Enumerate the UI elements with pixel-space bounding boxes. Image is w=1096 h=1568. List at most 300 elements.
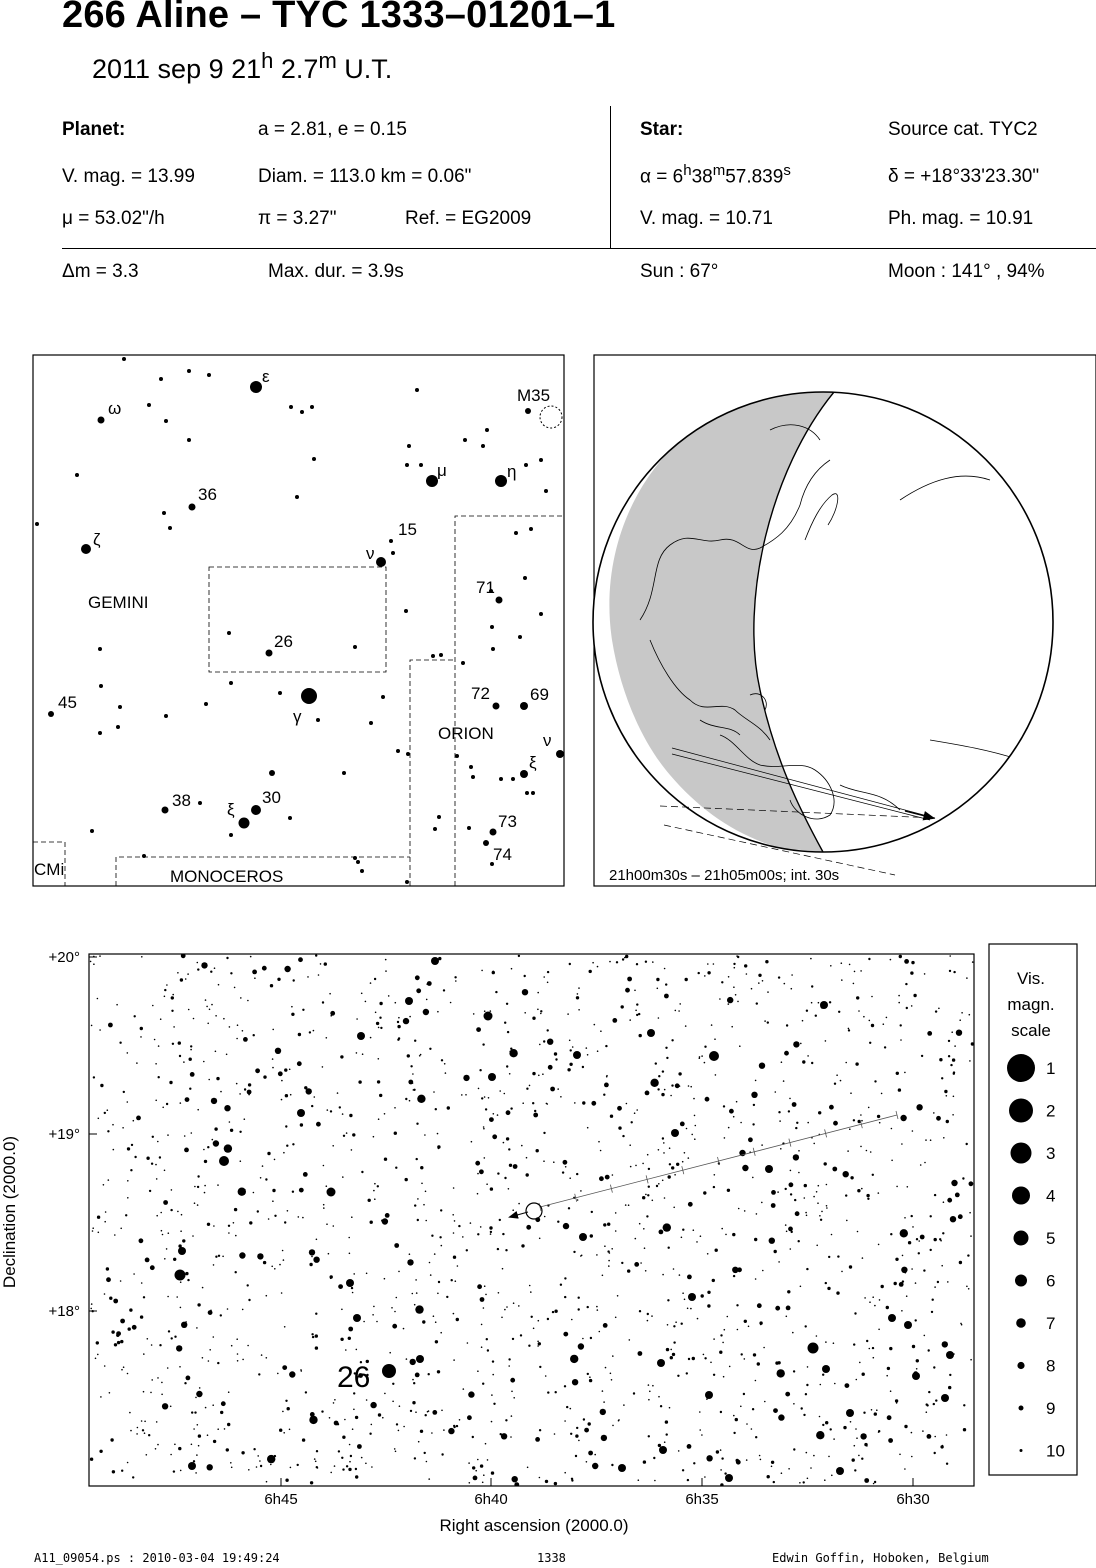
field-star bbox=[173, 1470, 175, 1472]
field-star bbox=[318, 974, 320, 976]
field-star bbox=[543, 976, 545, 978]
planet-parallax: π = 3.27" bbox=[258, 208, 337, 229]
y-axis-label: Declination (2000.0) bbox=[0, 1135, 19, 1289]
field-star bbox=[389, 1352, 391, 1354]
field-star bbox=[141, 956, 143, 958]
label-gamma: γ bbox=[293, 707, 302, 726]
field-star bbox=[666, 995, 668, 997]
field-star bbox=[866, 1150, 868, 1152]
field-star bbox=[339, 1106, 341, 1108]
finder-star bbox=[90, 829, 94, 833]
field-star bbox=[365, 1001, 367, 1003]
field-star bbox=[243, 1037, 248, 1042]
field-star bbox=[91, 1025, 93, 1027]
field-star bbox=[635, 1165, 637, 1167]
finder-star bbox=[164, 714, 168, 718]
field-star bbox=[284, 1068, 287, 1071]
field-star bbox=[417, 1198, 419, 1200]
field-star bbox=[489, 1226, 492, 1229]
field-star bbox=[298, 1033, 301, 1036]
field-star bbox=[127, 1373, 129, 1375]
field-star bbox=[211, 1098, 217, 1104]
field-star bbox=[259, 1460, 261, 1462]
field-star bbox=[167, 1134, 169, 1136]
field-star bbox=[901, 1143, 903, 1145]
field-star bbox=[511, 1391, 513, 1393]
field-star bbox=[475, 1470, 477, 1472]
field-star bbox=[969, 1181, 974, 1186]
field-star bbox=[202, 1357, 204, 1359]
field-star bbox=[279, 1429, 282, 1432]
field-star bbox=[934, 1286, 936, 1288]
field-star bbox=[123, 1366, 125, 1368]
field-star bbox=[850, 1092, 852, 1094]
field-star bbox=[506, 1065, 508, 1067]
field-star bbox=[429, 1048, 431, 1050]
field-star bbox=[448, 1428, 454, 1434]
field-star bbox=[587, 1054, 589, 1056]
field-star bbox=[866, 1194, 869, 1197]
field-star bbox=[358, 1080, 361, 1083]
field-star bbox=[818, 1185, 820, 1187]
field-star bbox=[274, 1455, 276, 1457]
label-cmi: CMi bbox=[34, 860, 65, 879]
field-star bbox=[444, 1063, 446, 1065]
field-star bbox=[680, 1122, 685, 1127]
field-star bbox=[878, 1431, 880, 1433]
bright-star bbox=[431, 957, 439, 965]
field-star bbox=[798, 1150, 800, 1152]
field-star bbox=[604, 1083, 609, 1088]
field-star bbox=[635, 1238, 637, 1240]
finder-star bbox=[116, 725, 120, 729]
field-star bbox=[166, 984, 168, 986]
field-star bbox=[843, 1426, 846, 1429]
field-star bbox=[663, 1152, 665, 1154]
field-star bbox=[417, 1219, 419, 1221]
field-star bbox=[796, 1122, 798, 1124]
field-star bbox=[807, 1366, 809, 1368]
field-star bbox=[675, 1010, 677, 1012]
field-star bbox=[757, 1362, 760, 1365]
field-star bbox=[650, 1079, 658, 1087]
finder-star bbox=[278, 691, 282, 695]
field-star bbox=[904, 1217, 906, 1219]
field-star bbox=[634, 990, 636, 992]
field-star bbox=[723, 1376, 725, 1378]
field-star bbox=[560, 1096, 562, 1098]
label-73: 73 bbox=[498, 812, 517, 831]
field-star bbox=[528, 1345, 530, 1347]
field-star bbox=[744, 1210, 746, 1212]
field-star bbox=[351, 1287, 353, 1289]
field-star bbox=[669, 1163, 671, 1165]
field-star bbox=[479, 1169, 484, 1174]
field-star bbox=[380, 1027, 382, 1029]
field-star bbox=[879, 1122, 881, 1124]
field-star bbox=[357, 1444, 362, 1449]
field-star bbox=[870, 1151, 872, 1153]
field-star bbox=[821, 1211, 823, 1213]
field-star bbox=[98, 1118, 100, 1120]
field-star bbox=[952, 1114, 954, 1116]
field-star bbox=[545, 1480, 548, 1483]
field-star bbox=[253, 1192, 255, 1194]
field-star bbox=[212, 1404, 214, 1406]
field-star bbox=[423, 1009, 429, 1015]
field-star bbox=[942, 1445, 944, 1447]
legend-marker bbox=[1007, 1054, 1035, 1082]
field-star bbox=[537, 1009, 539, 1011]
field-star bbox=[180, 1230, 182, 1232]
field-star bbox=[886, 1306, 889, 1309]
field-star bbox=[160, 1212, 162, 1214]
field-star bbox=[467, 1415, 472, 1420]
field-star bbox=[330, 1472, 332, 1474]
field-star bbox=[699, 1056, 701, 1058]
field-star bbox=[669, 1147, 671, 1149]
field-star bbox=[586, 1461, 588, 1463]
field-star bbox=[706, 1455, 712, 1461]
field-star bbox=[728, 1003, 730, 1005]
field-star bbox=[395, 1451, 397, 1453]
finder-star bbox=[531, 791, 535, 795]
field-star bbox=[281, 1080, 283, 1082]
earth-globe-panel bbox=[593, 355, 1096, 886]
field-star bbox=[864, 1443, 867, 1446]
bright-star bbox=[346, 1279, 354, 1287]
finder-star bbox=[405, 463, 409, 467]
field-star bbox=[385, 970, 387, 972]
finder-frame bbox=[33, 355, 564, 886]
field-star bbox=[711, 1024, 713, 1026]
field-star bbox=[250, 956, 252, 958]
field-star bbox=[309, 1416, 317, 1424]
field-star bbox=[860, 1146, 862, 1148]
field-star bbox=[787, 1290, 790, 1293]
field-star bbox=[543, 1040, 545, 1042]
field-star bbox=[217, 1184, 219, 1186]
field-star bbox=[378, 1058, 380, 1060]
field-star bbox=[606, 1076, 608, 1078]
field-star bbox=[492, 1360, 494, 1362]
field-star bbox=[338, 1284, 343, 1289]
field-star bbox=[216, 1077, 219, 1080]
field-star bbox=[414, 1204, 416, 1206]
field-star bbox=[853, 1343, 855, 1345]
field-star bbox=[753, 1353, 756, 1356]
label-monoceros: MONOCEROS bbox=[170, 867, 284, 886]
field-star bbox=[813, 1196, 815, 1198]
field-star bbox=[173, 1026, 175, 1028]
field-star bbox=[171, 996, 174, 999]
field-star bbox=[439, 1236, 441, 1238]
field-star bbox=[370, 1037, 372, 1039]
field-star bbox=[395, 1167, 397, 1169]
field-star bbox=[297, 1464, 299, 1466]
field-star bbox=[177, 972, 179, 974]
field-star bbox=[652, 1200, 654, 1202]
field-star bbox=[282, 1365, 287, 1370]
field-star bbox=[714, 1174, 716, 1176]
field-star bbox=[493, 1403, 495, 1405]
x-tick-label: 6h40 bbox=[474, 1491, 508, 1508]
field-star bbox=[391, 1307, 393, 1309]
field-star bbox=[428, 1373, 430, 1375]
field-star bbox=[180, 978, 183, 981]
field-star bbox=[423, 1204, 425, 1206]
field-star bbox=[128, 1327, 131, 1330]
field-star bbox=[530, 1291, 532, 1293]
field-star bbox=[271, 1266, 273, 1268]
field-star bbox=[733, 1116, 735, 1118]
field-star bbox=[924, 1162, 926, 1164]
field-star bbox=[805, 1325, 807, 1327]
field-star bbox=[784, 1051, 789, 1056]
field-star bbox=[437, 1370, 440, 1373]
field-star bbox=[472, 1466, 475, 1469]
field-star bbox=[217, 1362, 219, 1364]
field-star bbox=[198, 1445, 200, 1447]
field-star bbox=[877, 1115, 880, 1118]
field-star bbox=[155, 1063, 157, 1065]
field-star bbox=[751, 988, 753, 990]
field-star bbox=[737, 1329, 739, 1331]
field-star bbox=[307, 976, 309, 978]
field-star bbox=[270, 984, 273, 987]
field-star bbox=[429, 1262, 431, 1264]
field-star bbox=[255, 1068, 260, 1073]
field-star bbox=[563, 1332, 568, 1337]
field-star bbox=[371, 1424, 373, 1426]
field-star bbox=[208, 1310, 213, 1315]
field-star bbox=[674, 1174, 676, 1176]
field-star bbox=[605, 1367, 607, 1369]
field-star bbox=[678, 1450, 680, 1452]
field-star bbox=[361, 1457, 363, 1459]
field-star bbox=[915, 1282, 917, 1284]
field-star bbox=[440, 1332, 442, 1334]
field-star bbox=[120, 1228, 122, 1230]
field-star bbox=[220, 1314, 222, 1316]
finder-star bbox=[455, 754, 459, 758]
field-star bbox=[527, 1467, 529, 1469]
field-star bbox=[694, 1138, 696, 1140]
field-star bbox=[735, 1418, 738, 1421]
legend-title: Vis. bbox=[1016, 969, 1046, 988]
field-star bbox=[107, 1130, 109, 1132]
field-star bbox=[453, 1426, 455, 1428]
field-star bbox=[410, 1410, 412, 1412]
finder-star bbox=[463, 438, 467, 442]
field-star bbox=[207, 1023, 209, 1025]
field-star bbox=[136, 1116, 141, 1121]
field-star bbox=[853, 1119, 855, 1121]
field-star bbox=[603, 1223, 606, 1226]
field-star bbox=[733, 1415, 735, 1417]
field-star bbox=[147, 1338, 149, 1340]
field-star bbox=[302, 1217, 304, 1219]
field-star bbox=[241, 1451, 244, 1454]
field-star bbox=[145, 1258, 150, 1263]
legend-marker bbox=[1017, 1362, 1024, 1369]
field-star bbox=[409, 1253, 411, 1255]
field-star bbox=[506, 1110, 511, 1115]
field-star bbox=[665, 983, 667, 985]
field-star bbox=[161, 1382, 163, 1384]
field-star bbox=[315, 1461, 317, 1463]
field-star bbox=[682, 1469, 684, 1471]
field-star bbox=[477, 1370, 479, 1372]
field-star bbox=[372, 1314, 374, 1316]
field-star bbox=[555, 1391, 557, 1393]
label-72: 72 bbox=[471, 684, 490, 703]
field-star bbox=[180, 1102, 182, 1104]
field-star bbox=[752, 1123, 754, 1125]
field-star bbox=[820, 1219, 822, 1221]
footer-author: Edwin Goffin, Hoboken, Belgium bbox=[772, 1551, 989, 1565]
field-star bbox=[664, 1197, 666, 1199]
field-star bbox=[437, 1293, 439, 1295]
field-star bbox=[207, 1223, 210, 1226]
field-star bbox=[480, 1297, 485, 1302]
field-star bbox=[868, 958, 870, 960]
field-star bbox=[508, 1188, 510, 1190]
bright-star bbox=[820, 1001, 828, 1009]
field-star bbox=[578, 1009, 580, 1011]
field-star bbox=[92, 1227, 94, 1229]
field-star bbox=[361, 993, 363, 995]
finder-star bbox=[229, 681, 233, 685]
field-star bbox=[352, 1133, 355, 1136]
field-star bbox=[653, 1457, 655, 1459]
legend-label: 4 bbox=[1046, 1186, 1056, 1206]
field-star bbox=[937, 1281, 939, 1283]
field-star bbox=[854, 971, 856, 973]
field-star bbox=[150, 1265, 155, 1270]
field-star bbox=[257, 1253, 263, 1259]
field-star bbox=[625, 1204, 627, 1206]
field-star bbox=[247, 1090, 252, 1095]
field-star bbox=[454, 976, 456, 978]
field-star bbox=[962, 1177, 964, 1179]
field-star bbox=[727, 1189, 730, 1192]
field-star bbox=[539, 1366, 541, 1368]
field-star bbox=[853, 983, 855, 985]
field-star bbox=[854, 1312, 856, 1314]
field-star bbox=[583, 1418, 585, 1420]
field-star bbox=[810, 958, 812, 960]
field-star bbox=[156, 1421, 158, 1423]
field-star bbox=[210, 971, 212, 973]
field-star bbox=[941, 1265, 943, 1267]
field-star bbox=[586, 1047, 588, 1049]
field-star bbox=[831, 1234, 833, 1236]
field-star bbox=[655, 1062, 657, 1064]
field-star bbox=[363, 1321, 365, 1323]
field-star bbox=[838, 1011, 840, 1013]
field-star bbox=[392, 1324, 397, 1329]
field-star bbox=[719, 998, 721, 1000]
field-star bbox=[826, 1207, 828, 1209]
field-star bbox=[890, 959, 892, 961]
field-star bbox=[916, 1359, 919, 1362]
finder-star bbox=[433, 827, 437, 831]
field-star bbox=[394, 1311, 396, 1313]
field-star bbox=[171, 1189, 173, 1191]
field-star bbox=[183, 1061, 185, 1063]
field-star bbox=[498, 1292, 500, 1294]
field-star bbox=[185, 978, 187, 980]
field-star bbox=[209, 1009, 211, 1011]
field-star bbox=[521, 1244, 524, 1247]
field-star bbox=[721, 981, 723, 983]
field-star bbox=[615, 1317, 617, 1319]
field-star bbox=[802, 1060, 805, 1063]
field-star bbox=[226, 957, 228, 959]
field-star bbox=[830, 965, 832, 967]
field-star bbox=[741, 1353, 743, 1355]
legend-title: scale bbox=[1011, 1021, 1051, 1040]
field-star bbox=[793, 1403, 795, 1405]
field-star bbox=[732, 1233, 735, 1236]
field-star bbox=[589, 1376, 591, 1378]
finder-star bbox=[122, 357, 126, 361]
field-star bbox=[780, 1148, 782, 1150]
field-star bbox=[969, 1212, 971, 1214]
field-star bbox=[943, 1137, 945, 1139]
field-star bbox=[924, 1335, 926, 1337]
field-star bbox=[554, 1052, 557, 1055]
field-star bbox=[529, 1285, 531, 1287]
field-star bbox=[710, 1362, 712, 1364]
field-star bbox=[777, 1191, 779, 1193]
finder-star bbox=[353, 856, 357, 860]
field-star bbox=[149, 1190, 151, 1192]
field-star bbox=[263, 1075, 266, 1078]
field-star bbox=[694, 1115, 696, 1117]
field-star bbox=[629, 1019, 631, 1021]
field-star bbox=[733, 1275, 735, 1277]
field-star bbox=[537, 992, 539, 994]
field-star bbox=[299, 1188, 304, 1193]
finder-star bbox=[405, 880, 409, 884]
field-star bbox=[120, 1319, 125, 1324]
field-star bbox=[662, 1070, 664, 1072]
field-star bbox=[297, 1061, 302, 1066]
field-star bbox=[284, 1221, 286, 1223]
field-star bbox=[682, 1229, 684, 1231]
field-star bbox=[636, 1003, 638, 1005]
field-star bbox=[204, 1192, 206, 1194]
field-star bbox=[483, 1474, 485, 1476]
field-star bbox=[722, 1342, 724, 1344]
field-star bbox=[373, 1136, 375, 1138]
field-star bbox=[329, 1417, 331, 1419]
field-star bbox=[645, 1194, 647, 1196]
field-star bbox=[666, 1348, 669, 1351]
field-star bbox=[601, 1435, 607, 1441]
finder-star bbox=[389, 539, 393, 543]
field-star bbox=[130, 1430, 132, 1432]
field-star bbox=[744, 1320, 747, 1323]
field-star bbox=[933, 1112, 935, 1114]
field-star bbox=[575, 1434, 578, 1437]
field-star bbox=[224, 1105, 230, 1111]
field-star bbox=[648, 1399, 650, 1401]
field-star bbox=[634, 1112, 636, 1114]
field-star bbox=[127, 1147, 130, 1150]
